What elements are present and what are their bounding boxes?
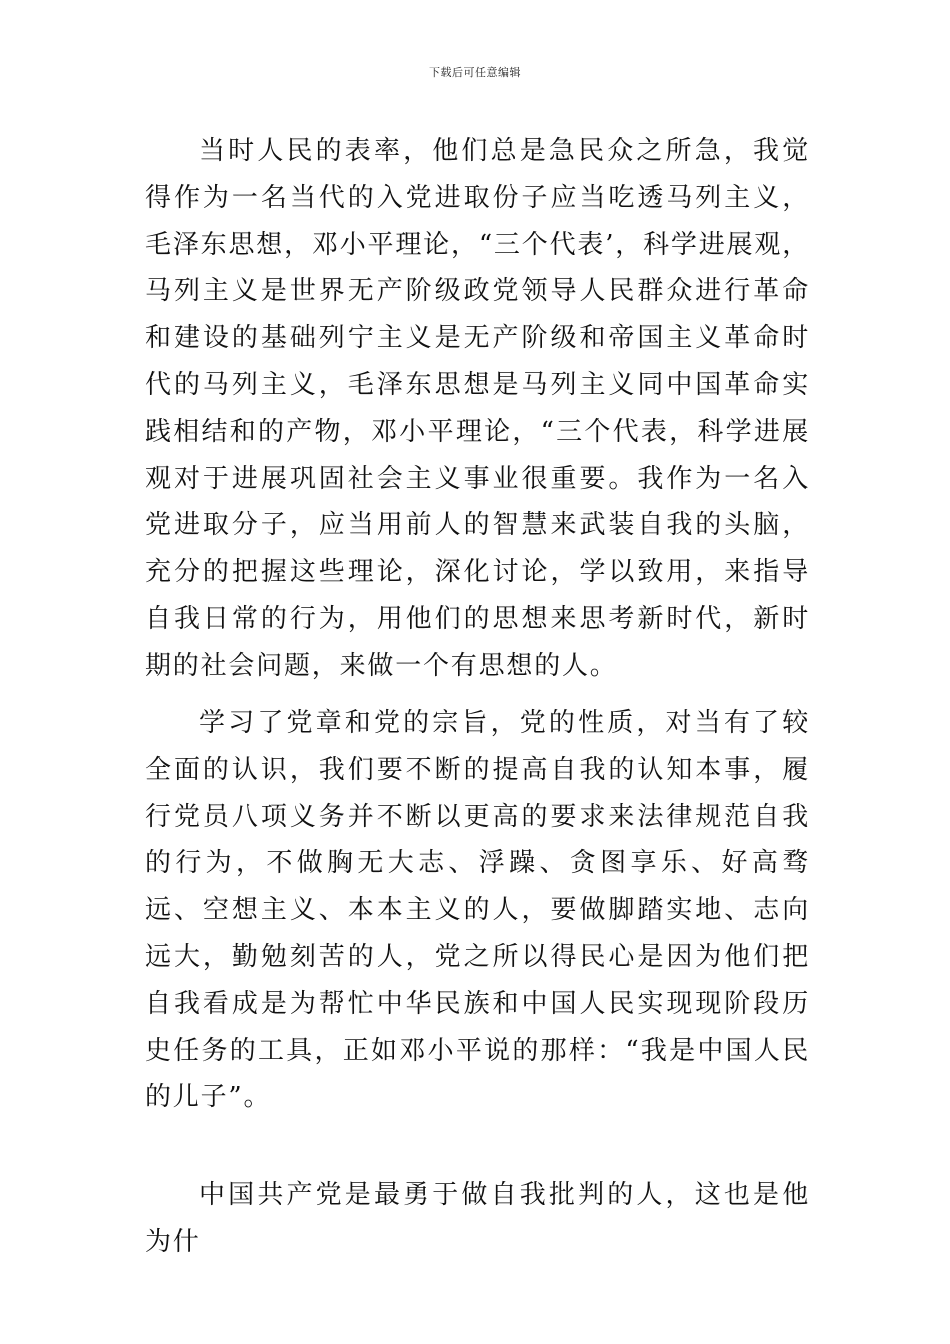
body-paragraph-1: 当时人民的表率，他们总是急民众之所急，我觉得作为一名当代的入党进取份子应当吃透马列主义，毛泽东思想，邓小平理论，“三个代表’，科学进展观，马列主义是世界无产阶级政党领导人民群众进行革命和建设的基础列宁主义是无产阶级和帝国主义革命时代的马列主义，毛泽东思想是马列主义同中国革命实践相结和的产物，邓小平理论，“三个代表，科学进展观对于进展巩固社会主义事业很重要。我作为一名入党进取分子，应当用前人的智慧来武装自我的头脑，充分的把握这些理论，深化讨论，学以致用，来指导自我日常的行为，用他们的思想来思考新时代，新时期的社会问题，来做一个有思想的人。 bbox=[145, 136, 810, 681]
page-header: 下载后可任意编辑 bbox=[429, 66, 521, 79]
body-paragraph-2: 学习了党章和党的宗旨，党的性质，对当有了较全面的认识，我们要不断的提高自我的认知本事，履行党员八项义务并不断以更高的要求来法律规范自我的行为，不做胸无大志、浮躁、贪图享乐、好高骛远、空想主义、本本主义的人，要做脚踏实地、志向远大，勤勉刻苦的人，党之所以得民心是因为他们把自我看成是为帮忙中华民族和中国人民实现现阶段历史任务的工具，正如邓小平说的那样：“我是中国人民的儿子”。 bbox=[145, 708, 810, 1113]
body-paragraph-3: 中国共产党是最勇于做自我批判的人，这也是他为什 bbox=[145, 1180, 810, 1257]
